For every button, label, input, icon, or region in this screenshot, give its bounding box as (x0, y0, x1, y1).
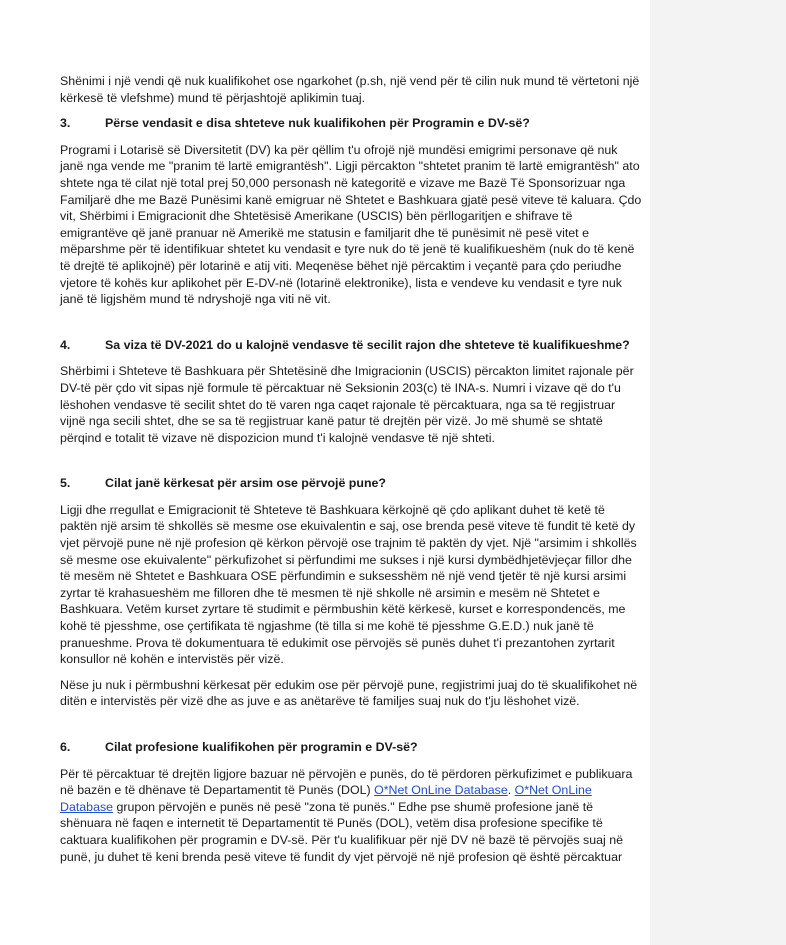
section-6-heading (60, 739, 642, 756)
section-5-paragraph-1: Ligji dhe rregullat e Emigracionit të Shteteve të Bashkuara kërkojnë që çdo aplikant duhet të ketë të paktën një arsim të shkollës së mesme ose ekuivalentin e saj, ose brenda pesë viteve të fundit të ketë dy vjet përvojë pune në një profesion që kërkon përvojë ose trajnim të paktën dy vjet. Një "arsimim i shkollës së mesme ose ekuivalente" përkufizohet si përfundimi me sukses i një kursi dymbëdhjetëvjeçar fillor dhe të mesëm në Shtetet e Bashkuara OSE përfundimin e suksesshëm në një vend tjetër të një kursi arsimi zyrtar të krahasueshëm me filloren dhe të mesmen të një shkolle në arsimin e mesëm në Shtetet e Bashkuara. Vetëm kurset zyrtare të studimit e përmbushin këtë kërkesë, kurset e korrespondencës, me kohë të pjesshme, ose çertifikata të ngjashme (të tilla si me kohë të pjesshme G.E.D.) nuk janë të pranueshme. Prova të dokumentuara të edukimit ose përvojës së punës duhet t'i prezantohen zyrtarit konsullor në kohën e intervistës për vizë. (60, 502, 637, 667)
document-content (60, 73, 642, 874)
section-3-heading (60, 115, 642, 132)
side-panel (650, 0, 786, 945)
onet-database-link[interactable]: O*Net OnLine Database (374, 783, 508, 798)
section-4-paragraph: Shërbimi i Shteteve të Bashkuara për Shtetësinë dhe Imigracionin (USCIS) përcakton limitet rajonale për DV-të për çdo vit sipas një formule të përcaktuar në Seksionin 203(c) të INA-s. Numri i vizave që do t'u lëshohen vendasve të secilit shtet do të varen nga caqet rajonale të përcaktuara, nga sa të regjistruar vijnë nga secili shtet, dhe se sa të regjistruar kanë patur të drejtën për vizë. Jo më shumë se shtatë përqind e totalit të vizave në dispozicion mund t'i kalojnë vendasve të një shteti. (60, 364, 634, 445)
paragraph-text-end: grupon përvojën e punës në pesë "zona të punës." Edhe pse shumë profesione janë të shënuara në faqen e internetit të Departamentit të Punës (DOL), vetëm disa profesione specifike të caktuara kualifikohen për programin e DV-së. Për t'u kualifikuar për një DV në bazë të përvojës suaj në punë, ju duhet të keni brenda pesë viteve të fundit dy vjet përvojë në një profesion që është përcaktuar (60, 799, 623, 864)
section-number: 5. (60, 476, 71, 491)
section-5-heading (60, 475, 642, 492)
section-number: 4. (60, 337, 71, 352)
section-title: Sa viza të DV-2021 do u kalojnë vendasve të secilit rajon dhe shteteve të kualifikueshme? (105, 337, 630, 352)
paragraph-text-separator: . (507, 783, 515, 798)
paragraph-text-start: Për të përcaktuar të drejtën ligjore bazuar në përvojën e punës, do të përdoren përkufizimet e publikuara në bazën e të dhënave të Departamentit të Punës (DOL) (60, 766, 633, 798)
section-6-paragraph (60, 766, 642, 866)
section-title: Përse vendasit e disa shteteve nuk kualifikohen për Programin e DV-së? (105, 116, 530, 131)
section-title: Cilat profesione kualifikohen për programin e DV-së? (105, 740, 418, 754)
section-title: Cilat janë kërkesat për arsim ose përvojë pune? (105, 476, 386, 491)
section-number: 6. (60, 740, 71, 754)
onet-database-link-2[interactable]: O*Net OnLine Database (60, 783, 592, 814)
section-3-paragraph: Programi i Lotarisë së Diversitetit (DV) ka për qëllim t'u ofrojë një mundësi emigrimi personave që nuk janë nga vende me "pranim të lartë emigrantësh". Ligji përcakton "shtetet pranim të lartë emigrantësh" ato shtete nga të cilat një total prej 50,000 personash në kategoritë e vizave me Bazë Të Sponsorizuar nga Familjarë dhe me Bazë Punësimi kanë emigruar në Shtetet e Bashkuara gjatë pesë viteve të kaluara. Çdo vit, Shërbimi i Emigracionit dhe Shtetësisë Amerikane (USCIS) bën përllogaritjen e shifrave të emigrantëve që janë pranuar në Amerikë me statusin e familjarit dhe të punësimit në pesë vitet e mëparshme për të identifikuar shtetet ku vendasit e tyre nuk do të jenë të kualifikueshëm (nuk do të kenë të drejtë të aplikojnë) për lotarinë e atij viti. Meqenëse bëhet një përcaktim i veçantë para çdo periudhe vjetore të kohës kur aplikohet për E-DV-në (lotarinë elektronike), lista e vendeve ku vendasit e tyre nuk janë të ligjshëm mund të ndryshojë nga viti në vit. (60, 142, 642, 307)
section-5-paragraph-2: Nëse ju nuk i përmbushni kërkesat për edukim ose për përvojë pune, regjistrimi juaj do të skualifikohet në ditën e intervistës për vizë dhe as juve e as anëtarëve të familjes suaj nuk do t'ju lëshohet vizë. (60, 677, 638, 709)
intro-paragraph: Shënimi i një vendi që nuk kualifikohet ose ngarkohet (p.sh, një vend për të cilin nuk mund të vërtetoni një kërkesë të vlefshme) mund të përjashtojë aplikimin tuaj. (60, 74, 640, 105)
section-number: 3. (60, 116, 71, 131)
section-4-heading (60, 337, 642, 354)
